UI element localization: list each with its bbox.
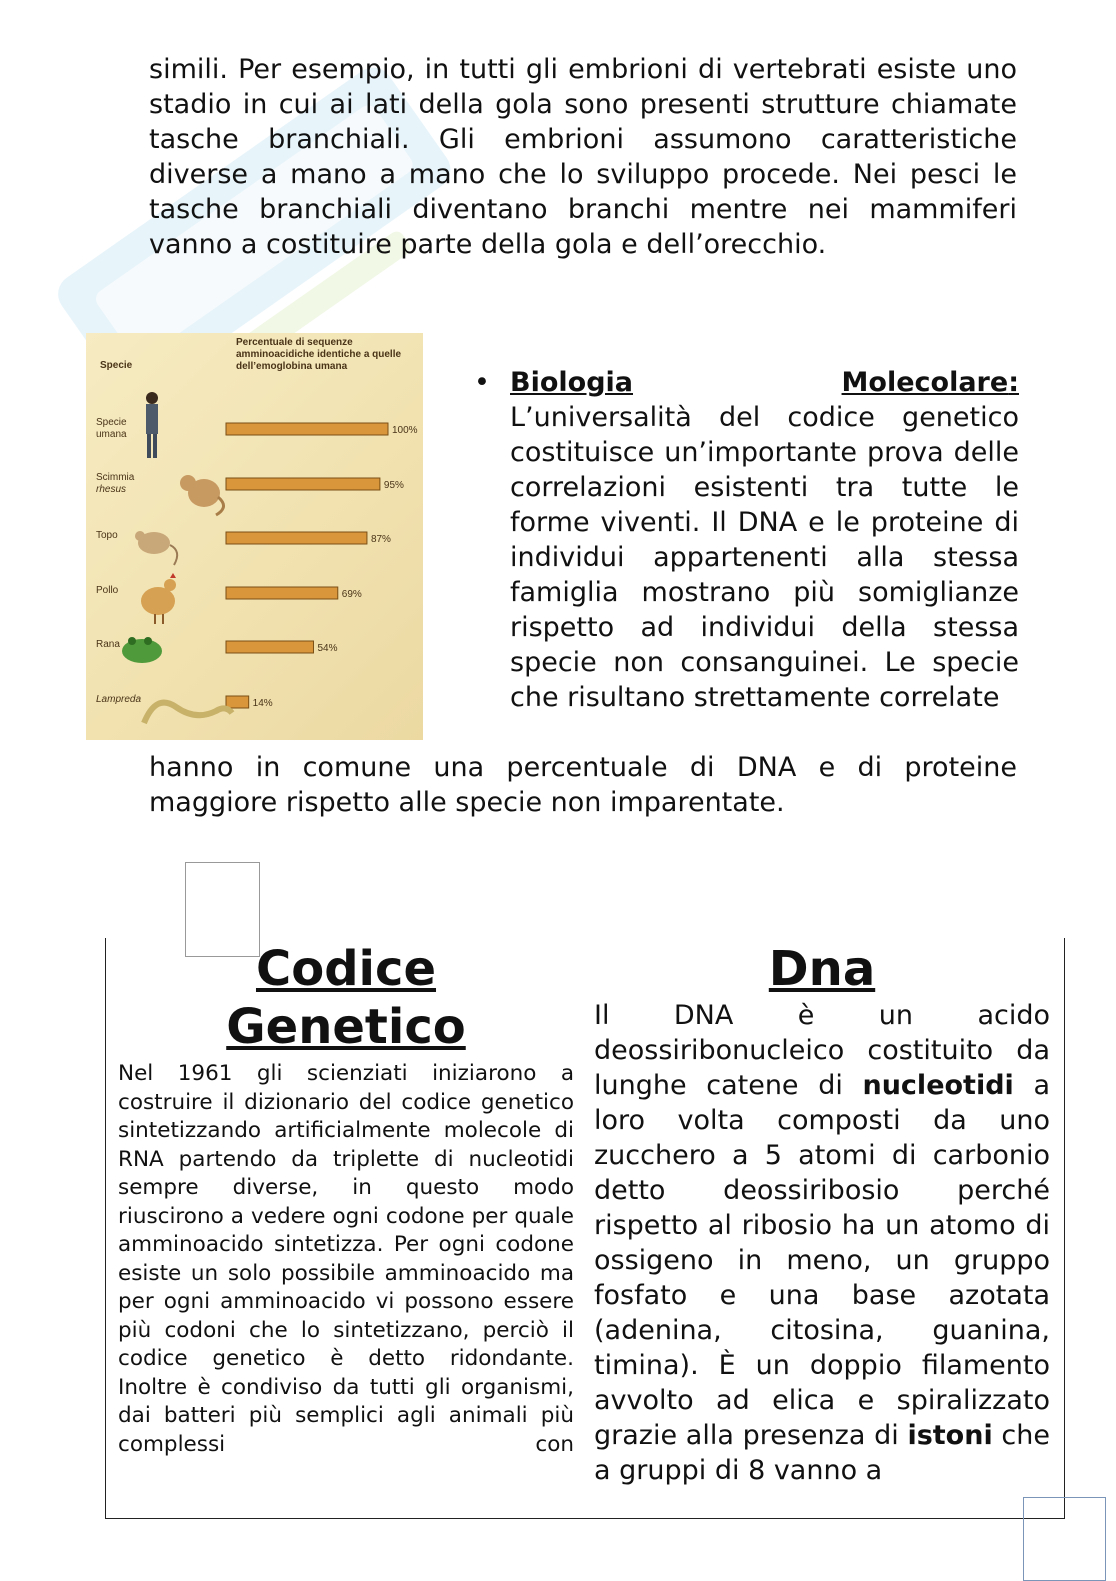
chart-value-label: 54% [317,643,338,654]
bullet-heading-word2: Molecolare [841,367,1009,398]
bullet-body: L’universalità del codice genetico costituisce un’importante prova delle correlazioni esistenti tra tutte le forme viventi. Il DNA e le proteine di individui appartenenti alla stessa famiglia mostrano più somiglianze rispetto ad individui della stessa specie non consanguinei. Le specie che risultano strettamente correlate [510,402,1019,713]
chart-category-label: Pollo [96,585,119,596]
page-corner-frame [1023,1497,1106,1581]
human-figure-illustration [146,392,158,458]
codice-genetico-column [118,940,574,1459]
chart-category-label: Lampreda [96,694,142,705]
chart-category-label: umana [96,429,127,440]
chart-category-label: Specie [96,417,127,428]
codice-title-line2: Genetico [226,999,466,1055]
chart-value-label: 95% [383,480,404,491]
frog-illustration [122,637,162,663]
chart-bar [226,478,380,490]
monkey-illustration [180,475,224,515]
dna-body-part1: Il DNA è un acido deossiribonucleico costituito da lunghe catene di [594,1000,1050,1101]
chart-value-label: 87% [370,534,391,545]
chart-bar [226,641,313,653]
continuation-paragraph: hanno in comune una percentuale di DNA e di proteine maggiore rispetto alle specie non imparentate. [149,752,1017,818]
bullet-heading-word1: Biologia [510,367,633,398]
chart-title-line: dell’emoglobina umana [236,361,348,372]
hemoglobin-chart [86,333,423,740]
codice-dna-box [105,938,1065,1519]
bullet-point: • [474,367,490,398]
dna-title: Dna [768,941,876,997]
dna-body [594,998,1050,1488]
chart-title-line: Percentuale di sequenze [236,337,353,348]
codice-title [118,940,574,1056]
hemoglobin-chart-figure [86,333,423,740]
chart-value-label: 100% [392,425,418,436]
chart-category-label: Rana [96,639,120,650]
bullet-heading-colon: : [1008,367,1019,398]
chart-category-label: rhesus [96,484,127,495]
chart-title [236,337,401,372]
dna-bold-istoni: istoni [907,1420,993,1451]
chart-category-header: Specie [100,360,133,371]
mouse-illustration [135,531,177,565]
dna-bold-nucleotidi: nucleotidi [862,1070,1014,1101]
chart-value-label: 69% [341,589,362,600]
dna-body-part3: che a gruppi di 8 vanno a [594,1420,1050,1486]
lamprey-illustration [144,703,232,723]
dna-column [594,940,1050,1488]
bullet-heading [510,365,1019,400]
chart-category-label: Topo [96,530,118,541]
chart-category-label: Scimmia [96,472,135,483]
codice-body: Nel 1961 gli scienziati iniziarono a costruire il dizionario del codice genetico sintetizzando artificialmente molecole di RNA partendo da triplette di nucleotidi sempre diverse, in questo modo riuscirono a vedere ogni codone per quale amminoacido sintetizza. Per ogni codone esiste un solo possibile amminoacido ma per ogni amminoacido vi possono essere più codoni che lo sintetizzano, perciò il codice genetico è detto ridondante. Inoltre è condiviso da tutti gli organismi, dai batteri più semplici agli animali più complessi con [118,1061,574,1457]
chart-title-line: amminoacidiche identiche a quelle [236,349,402,360]
codice-title-line1: Codice [255,941,437,997]
chart-bar [226,587,338,599]
chart-bar [226,423,388,435]
intro-paragraph: simili. Per esempio, in tutti gli embrioni di vertebrati esiste uno stadio in cui ai lati della gola sono presenti strutture chiamate tasche branchiali. Gli embrioni assumono caratteristiche diverse a mano a mano che lo sviluppo procede. Nei pesci le tasche branchiali diventano branchi mentre nei mammiferi vanno a costituire parte della gola e dell’orecchio. [149,54,1017,260]
chicken-illustration [141,573,176,624]
dna-body-part2: a loro volta composti da uno zucchero a 5 atomi di carbonio detto deossiribosio perché rispetto al ribosio ha un atomo di ossigeno in meno, un gruppo fosfato e una base azotata (adenina, citosina, guanina, timina). È un doppio filamento avvolto ad elica e spiralizzato grazie alla presenza di [594,1070,1050,1451]
chart-bar [226,696,249,708]
chart-value-label: 14% [252,698,273,709]
chart-bar [226,532,367,544]
